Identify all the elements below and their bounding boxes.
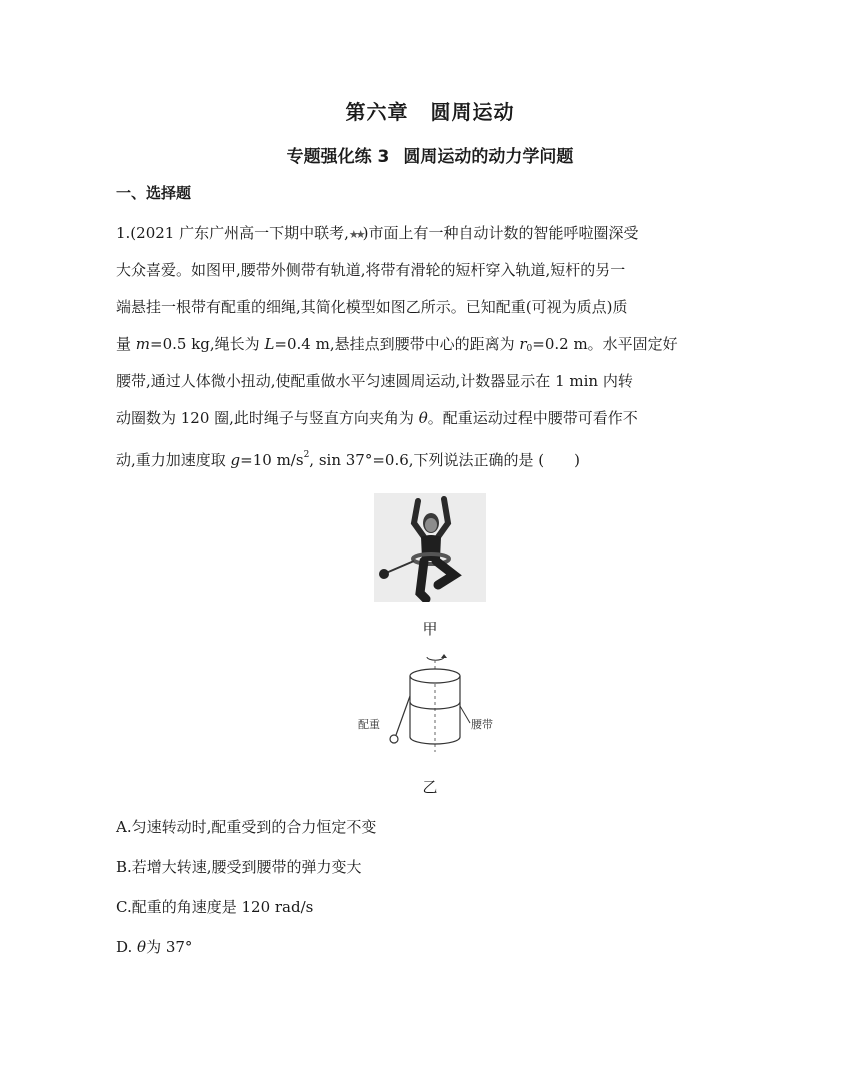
question-line: 腰带,通过人体微小扭动,使配重做水平匀速圆周运动,计数器显示在 1 min 内转 <box>116 372 633 390</box>
option-c[interactable]: C.配重的角速度是 120 rad/s <box>116 898 314 916</box>
difficulty-stars-icon: ★★ <box>348 228 363 241</box>
label-belt: 腰带 <box>471 718 493 731</box>
question-line: 大众喜爱。如图甲,腰带外侧带有轨道,将带有滑轮的短杆穿入轨道,短杆的另一 <box>116 261 626 279</box>
figure-caption-b: 乙 <box>422 778 438 796</box>
hula-hoop-photo <box>374 493 486 602</box>
question-line: 量 m=0.5 kg,绳长为 L=0.4 m,悬挂点到腰带中心的距离为 $r_0=0.2$ m。水平固定好 <box>116 335 678 354</box>
weight-icon <box>390 735 398 743</box>
section-title <box>0 142 860 167</box>
label-weight: 配重 <box>358 718 380 731</box>
part-heading: 一、选择题 <box>116 184 192 202</box>
question-1 <box>116 215 746 474</box>
chapter-title <box>0 96 860 125</box>
figure-caption-a: 甲 <box>422 620 438 638</box>
question-line: 动圈数为 120 圈,此时绳子与竖直方向夹角为 θ。配重运动过程中腰带可看作不 <box>116 409 638 427</box>
option-a[interactable]: A.匀速转动时,配重受到的合力恒定不变 <box>116 818 377 836</box>
chapter-name: 圆周运动 <box>430 100 515 124</box>
section-number: 专题强化练 3 <box>286 147 390 167</box>
person-hula-hoop-icon <box>374 493 486 602</box>
option-b[interactable]: B.若增大转速,腰受到腰带的弹力变大 <box>116 858 362 876</box>
question-line: 动,重力加速度取 g=10 $m/s^2$, sin 37°=0.6,下列说法正确的是 ( ) <box>116 450 581 469</box>
option-d[interactable]: D. θ为 37° <box>116 938 193 956</box>
question-line: 端悬挂一根带有配重的细绳,其简化模型如图乙所示。已知配重(可视为质点)质 <box>116 298 628 316</box>
section-name: 圆周运动的动力学问题 <box>403 147 574 167</box>
belt-model-diagram <box>360 652 510 752</box>
chapter-number: 第六章 <box>345 100 409 124</box>
question-line: 1.(2021 广东广州高一下期中联考,★★)市面上有一种自动计数的智能呼啦圈深受 <box>116 224 639 242</box>
